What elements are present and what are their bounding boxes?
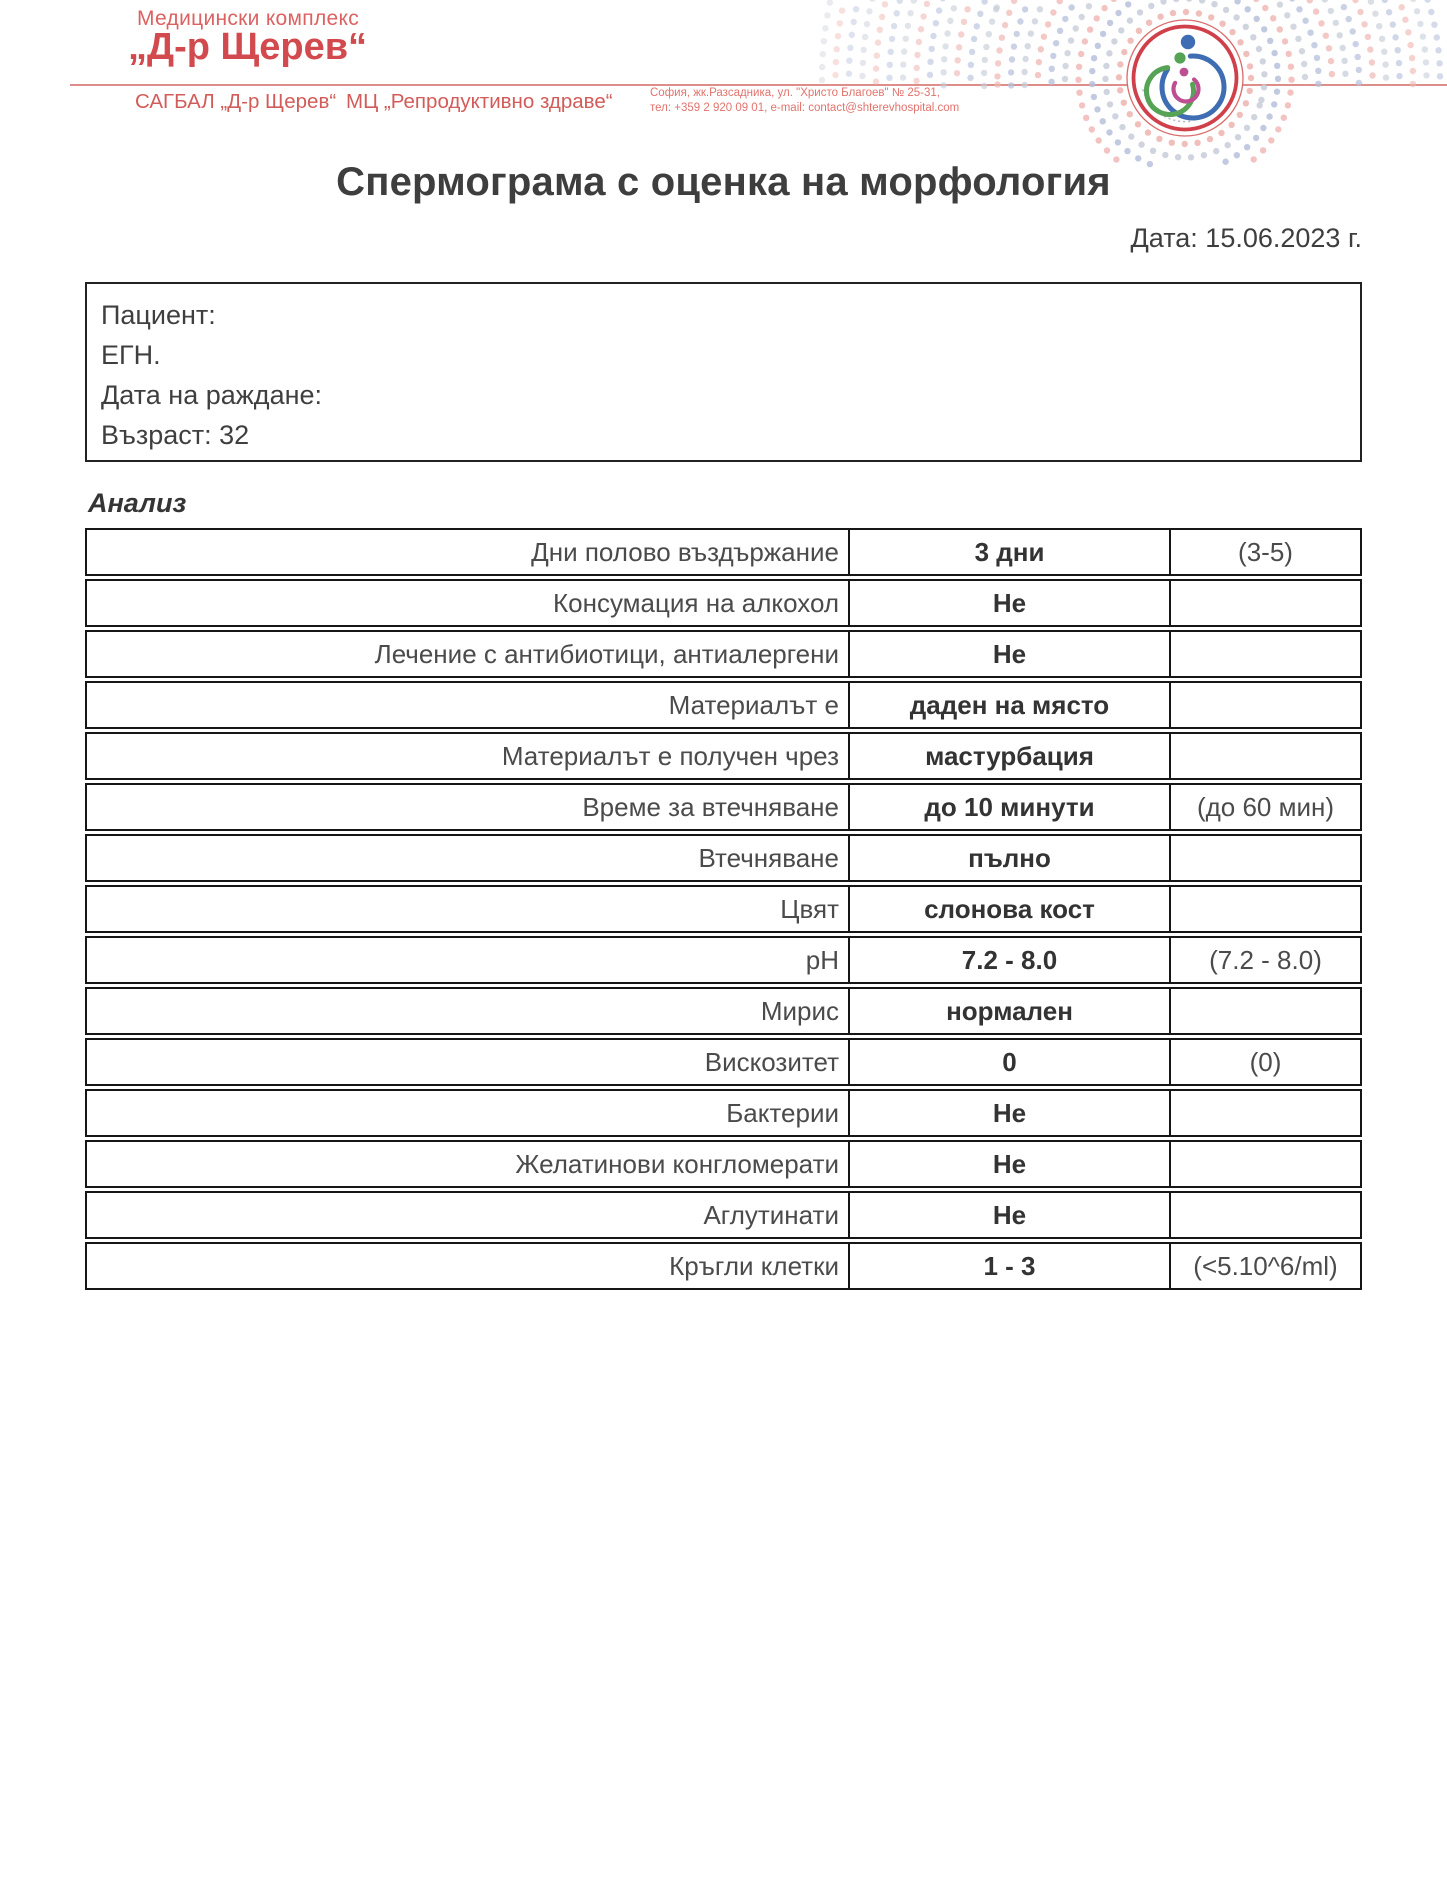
analysis-row-reference: (0) (1249, 1046, 1282, 1077)
analysis-row-reference: (до 60 мин) (1196, 791, 1335, 822)
contact-phone-email: тел: +359 2 920 09 01, e-mail: contact@shterevhospital.com (650, 102, 960, 114)
analysis-table-row (85, 1242, 1362, 1290)
analysis-row-label: Мирис (87, 989, 850, 1033)
analysis-row-label: Аглутинати (87, 1193, 850, 1237)
analysis-row-label: Кръгли клетки (87, 1244, 850, 1288)
analysis-row-label: Желатинови конгломерати (87, 1142, 850, 1186)
analysis-row-value: 7.2 - 8.0 (850, 938, 1171, 982)
analysis-table-row (85, 528, 1362, 576)
analysis-table-row (85, 630, 1362, 678)
patient-name-line: Пациент: (101, 300, 216, 330)
analysis-row-reference: (<5.10^6/ml) (1193, 1250, 1338, 1281)
analysis-row-label: Материалът е получен чрез (87, 734, 850, 778)
analysis-table-row (85, 1038, 1362, 1086)
analysis-row-label: Материалът е (87, 683, 850, 727)
analysis-table-row (85, 1140, 1362, 1188)
analysis-row-reference (1171, 683, 1360, 727)
analysis-row-reference (1171, 989, 1360, 1033)
analysis-row-label: Дни полово въздържание (87, 530, 850, 574)
analysis-row-reference (1171, 734, 1360, 778)
analysis-table-row (85, 681, 1362, 729)
analysis-row-value: мастурбация (850, 734, 1171, 778)
analysis-row-label: pH (87, 938, 850, 982)
analysis-table-row (85, 885, 1362, 933)
analysis-row-reference (1171, 632, 1360, 676)
logo-blue-dot (1181, 35, 1195, 49)
org-name: „Д-р Щерев“ (128, 26, 368, 68)
patient-birthdate-line: Дата на раждане: (101, 380, 323, 410)
analysis-row-value: Не (850, 1193, 1171, 1237)
analysis-table-row (85, 1089, 1362, 1137)
analysis-row-value: Не (850, 1091, 1171, 1135)
analysis-table-row (85, 1191, 1362, 1239)
patient-age-line: Възраст: 32 (101, 420, 250, 450)
analysis-row-reference (1171, 887, 1360, 931)
analysis-row-reference (1171, 836, 1360, 880)
header-decoration (810, 0, 1447, 190)
analysis-row-label: Бактерии (87, 1091, 850, 1135)
document-title: Спермограма с оценка на морфология (336, 160, 1111, 204)
patient-info-box (85, 282, 1362, 462)
analysis-row-reference: (3-5) (1238, 536, 1293, 567)
analysis-row-value: Не (850, 632, 1171, 676)
analysis-table-row (85, 987, 1362, 1035)
analysis-table-row (85, 732, 1362, 780)
logo-magenta-dot (1180, 68, 1189, 77)
clinic-logo-icon (1127, 20, 1243, 136)
analysis-row-label: Цвят (87, 887, 850, 931)
analysis-row-label: Вискозитет (87, 1040, 850, 1084)
document-body (0, 160, 1447, 1290)
analysis-row-value: нормален (850, 989, 1171, 1033)
org-type-label: Медицински комплекс (137, 7, 360, 30)
analysis-row-value: слонова кост (850, 887, 1171, 931)
analysis-row-value: до 10 минути (850, 785, 1171, 829)
document-date: Дата: 15.06.2023 г. (1130, 223, 1362, 253)
analysis-row-label: Лечение с антибиотици, антиалергени (87, 632, 850, 676)
analysis-row-reference (1171, 581, 1360, 625)
logo-green-dot (1174, 52, 1185, 63)
org-unit-hospital: САГБАЛ „Д-р Щерев“ (135, 90, 337, 113)
contact-address: София, жк.Разсадника, ул. "Христо Благоев" № 25-31, (650, 87, 940, 99)
analysis-table-row (85, 783, 1362, 831)
analysis-row-reference (1171, 1091, 1360, 1135)
analysis-row-value: 0 (850, 1040, 1171, 1084)
letterhead (0, 0, 1447, 150)
analysis-row-reference (1171, 1193, 1360, 1237)
analysis-table-row (85, 579, 1362, 627)
analysis-row-value: 3 дни (850, 530, 1171, 574)
analysis-row-value: 1 - 3 (850, 1244, 1171, 1288)
analysis-row-value: пълно (850, 836, 1171, 880)
patient-egn-line: ЕГН. (101, 340, 161, 370)
analysis-row-value: даден на място (850, 683, 1171, 727)
org-unit-center: МЦ „Репродуктивно здраве“ (346, 90, 613, 113)
analysis-row-label: Време за втечняване (87, 785, 850, 829)
analysis-section-title: Анализ (88, 488, 187, 518)
analysis-row-reference (1171, 1142, 1360, 1186)
analysis-table (85, 528, 1362, 1290)
analysis-row-value: Не (850, 1142, 1171, 1186)
analysis-row-value: Не (850, 581, 1171, 625)
analysis-row-label: Втечняване (87, 836, 850, 880)
analysis-table-row (85, 936, 1362, 984)
analysis-table-row (85, 834, 1362, 882)
analysis-row-label: Консумация на алкохол (87, 581, 850, 625)
analysis-row-reference: (7.2 - 8.0) (1209, 944, 1322, 975)
